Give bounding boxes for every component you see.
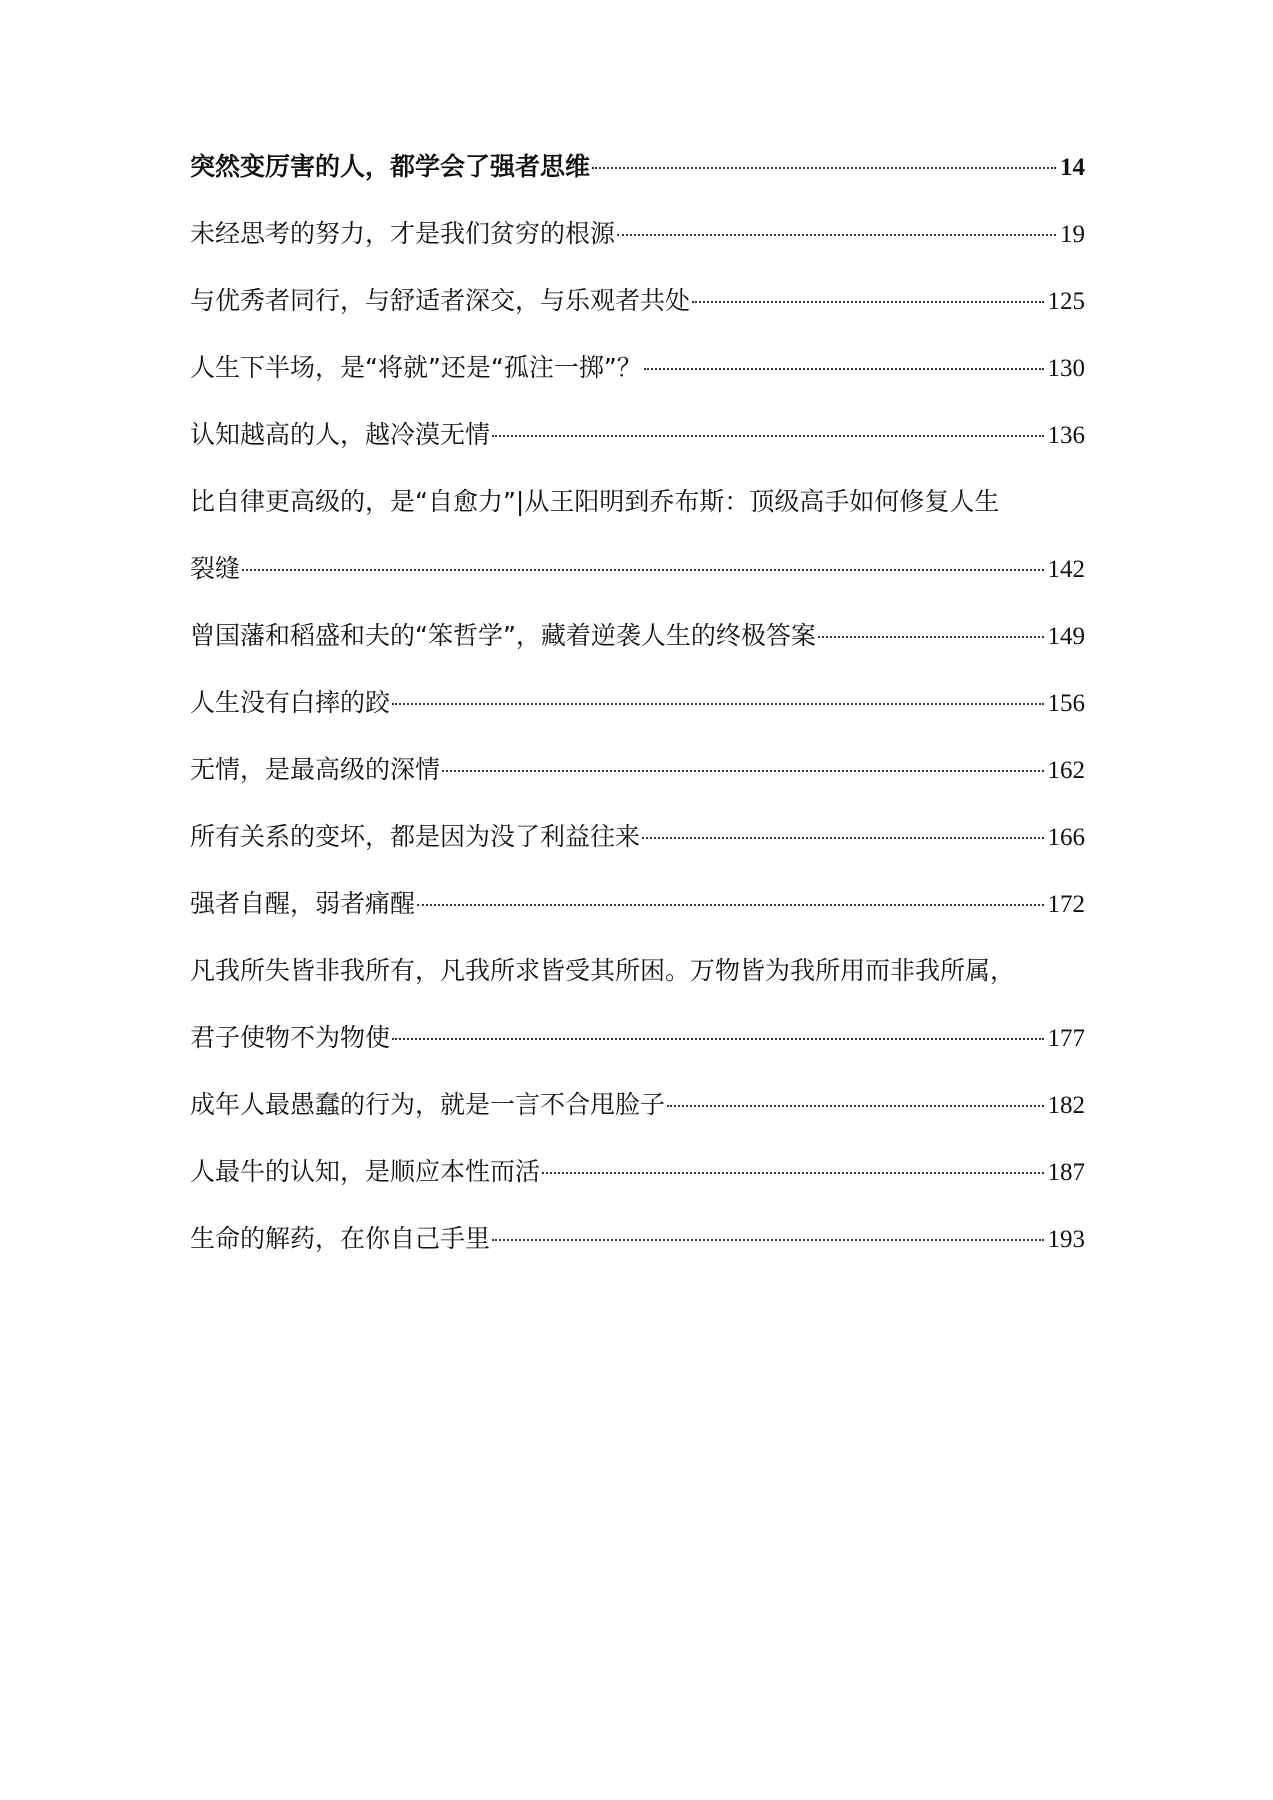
toc-entry-title: 认知越高的人，越冷漠无情 [190, 420, 491, 449]
toc-entry[interactable] [190, 1222, 1085, 1289]
toc-entry[interactable] [190, 351, 1085, 418]
toc-entry[interactable] [190, 954, 1085, 1088]
toc-entry-title: 人生没有白摔的跤 [190, 688, 391, 717]
toc-entry-title: 人生下半场，是“将就”还是“孤注一掷”？ [190, 353, 642, 382]
toc-entry[interactable] [190, 619, 1085, 686]
toc-entry-page: 130 [1047, 355, 1085, 382]
toc-entry-page: 14 [1060, 154, 1085, 181]
toc-entry[interactable] [190, 686, 1085, 753]
toc-entry-page: 162 [1047, 757, 1085, 784]
toc-dot-leader [542, 1172, 1043, 1174]
toc-entry-title-continued: 君子使物不为物使 [190, 1023, 391, 1052]
toc-entry-title: 无情，是最高级的深情 [190, 755, 441, 784]
toc-entry-title: 成年人最愚蠢的行为，就是一言不合甩脸子 [190, 1090, 666, 1119]
toc-dot-leader [492, 1239, 1043, 1241]
toc-entry-title: 人最牛的认知，是顺应本性而活 [190, 1157, 541, 1186]
toc-entry-page: 125 [1047, 288, 1085, 315]
toc-entry[interactable] [190, 753, 1085, 820]
toc-dot-leader [442, 770, 1043, 772]
toc-entry-title: 所有关系的变坏，都是因为没了利益往来 [190, 822, 641, 851]
toc-dot-leader [242, 569, 1043, 571]
toc-dot-leader [592, 167, 1056, 169]
table-of-contents [190, 150, 1085, 1289]
toc-entry[interactable] [190, 418, 1085, 485]
toc-entry-title: 比自律更高级的，是“自愈力”|从王阳明到乔布斯：顶级高手如何修复人生 [190, 487, 1000, 516]
toc-entry[interactable] [190, 820, 1085, 887]
toc-dot-leader [392, 703, 1043, 705]
toc-entry-title: 生命的解药，在你自己手里 [190, 1224, 491, 1253]
toc-dot-leader [642, 837, 1043, 839]
toc-entry-page: 172 [1047, 891, 1085, 918]
toc-entry-title: 突然变厉害的人，都学会了强者思维 [190, 152, 591, 181]
toc-dot-leader [818, 636, 1044, 638]
toc-entry-title-continued: 裂缝 [190, 554, 241, 583]
toc-entry-page: 136 [1047, 422, 1085, 449]
toc-entry-title: 与优秀者同行，与舒适者深交，与乐观者共处 [190, 286, 691, 315]
toc-entry-page: 166 [1047, 824, 1085, 851]
toc-entry[interactable] [190, 887, 1085, 954]
toc-entry-title: 强者自醒，弱者痛醒 [190, 889, 416, 918]
toc-dot-leader [667, 1105, 1043, 1107]
toc-dot-leader [417, 904, 1043, 906]
toc-entry[interactable] [190, 284, 1085, 351]
toc-entry-page: 187 [1047, 1159, 1085, 1186]
toc-entry-page: 142 [1047, 556, 1085, 583]
toc-entry-page: 156 [1047, 690, 1085, 717]
toc-dot-leader [392, 1038, 1043, 1040]
toc-entry[interactable] [190, 1155, 1085, 1222]
toc-entry-title: 凡我所失皆非我所有，凡我所求皆受其所困。万物皆为我所用而非我所属， [190, 956, 1016, 985]
toc-entry-page: 149 [1047, 623, 1085, 650]
toc-entry[interactable] [190, 217, 1085, 284]
toc-dot-leader [617, 234, 1056, 236]
toc-entry[interactable] [190, 150, 1085, 217]
toc-entry-page: 193 [1047, 1226, 1085, 1253]
toc-entry-title: 未经思考的努力，才是我们贫穷的根源 [190, 219, 616, 248]
toc-entry-title: 曾国藩和稻盛和夫的“笨哲学”，藏着逆袭人生的终极答案 [190, 621, 816, 650]
toc-dot-leader [644, 368, 1044, 370]
toc-dot-leader [692, 301, 1043, 303]
toc-entry-page: 177 [1047, 1025, 1085, 1052]
toc-dot-leader [492, 435, 1043, 437]
toc-entry-page: 182 [1047, 1092, 1085, 1119]
toc-entry[interactable] [190, 1088, 1085, 1155]
toc-entry[interactable] [190, 485, 1085, 619]
toc-entry-page: 19 [1060, 221, 1085, 248]
